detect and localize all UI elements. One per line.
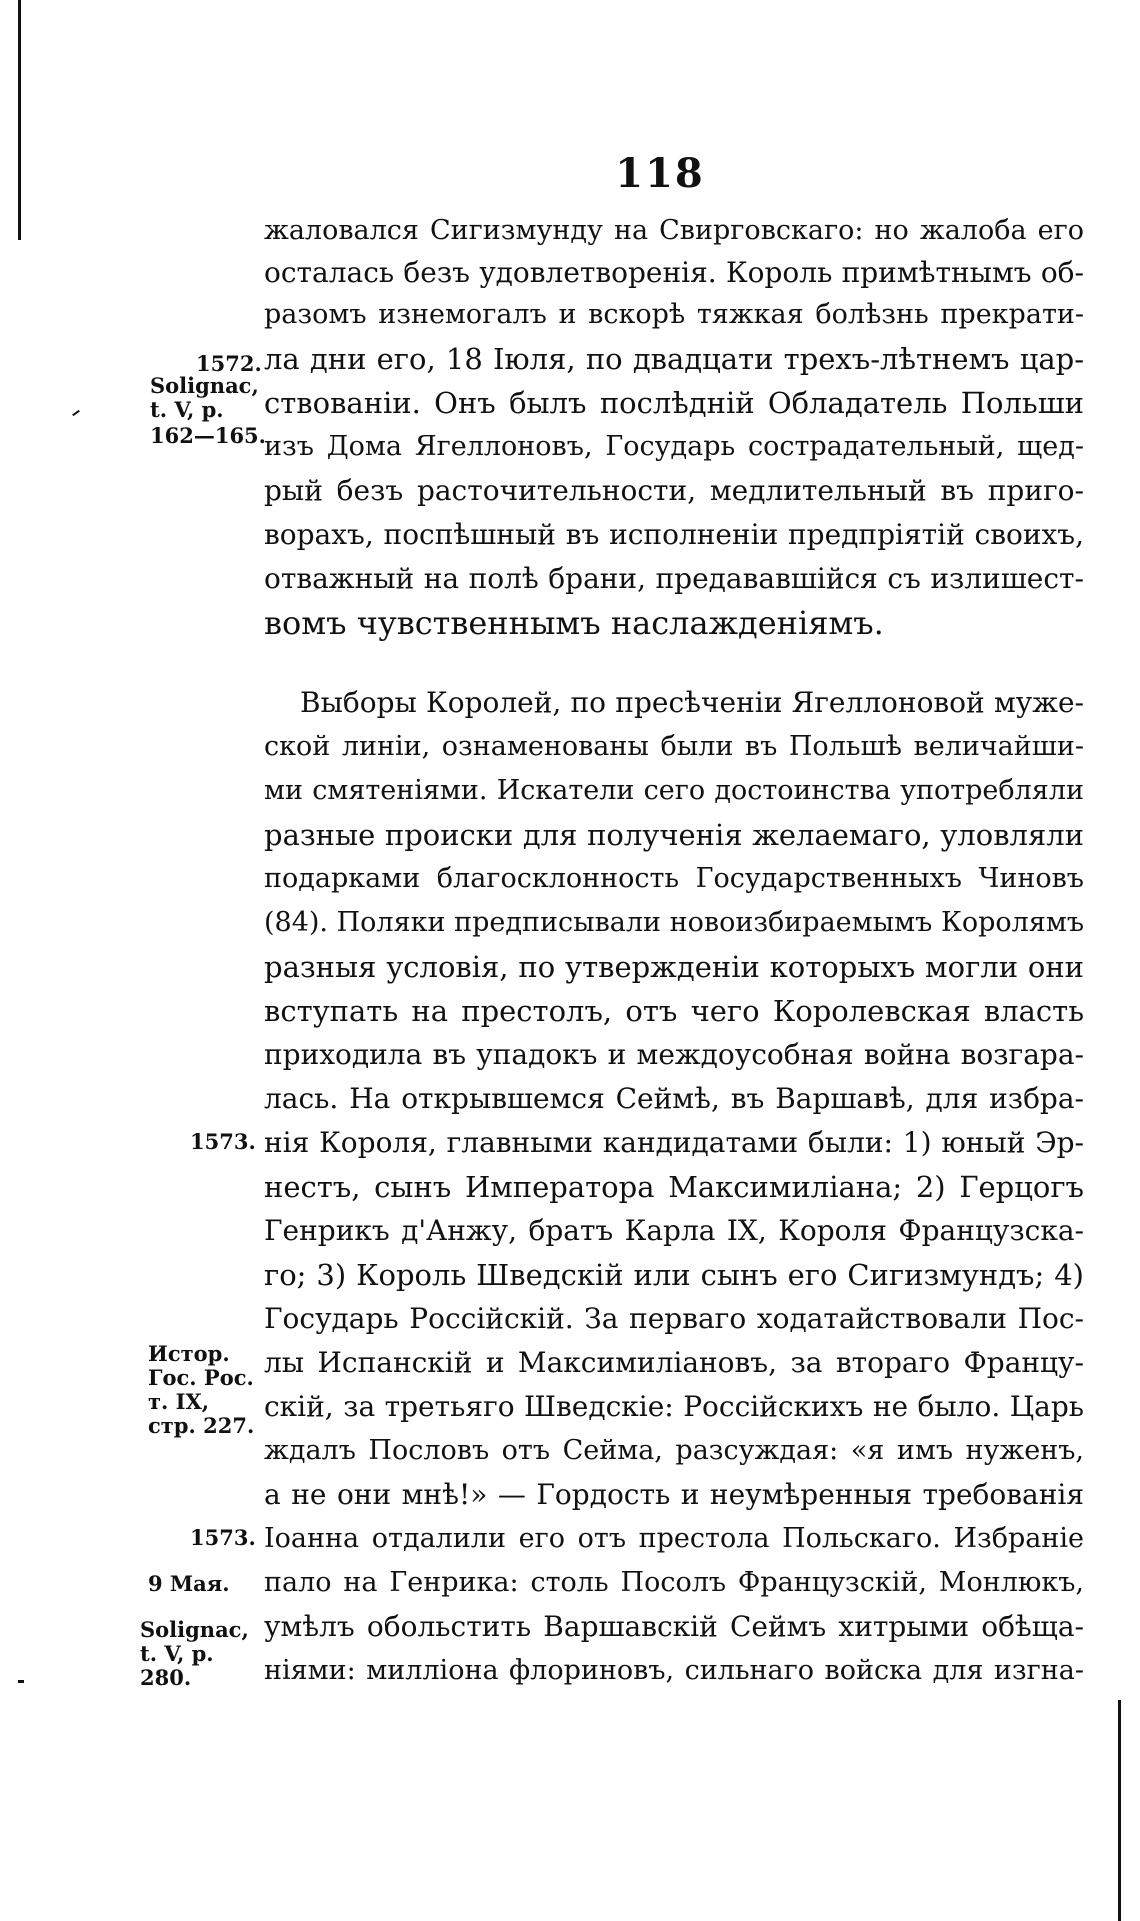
margin-note-line: t. V, p. [150,397,224,422]
margin-note-line: 280. [140,1665,192,1690]
text-line: ла дни его, 18 Іюля, по двадцати трехъ-лѣтнемъ цар- [264,342,1084,376]
text-line: Государь Россійскій. За перваго ходатайствовали Пос- [264,1302,1084,1335]
text-line: (84). Поляки предписывали новоизбираемымъ Королямъ [264,907,1084,938]
text-line: разныя условія, по утвержденіи которыхъ могли они [264,950,1084,984]
margin-note-line: Гос. Рос. [148,1365,254,1390]
margin-note-line: 9 Мая. [148,1571,230,1596]
text-line: отважный на полѣ брани, предававшійся съ излишест- [264,562,1084,595]
text-line: изъ Дома Ягеллоновъ, Государь сострадательный, щед- [264,431,1084,462]
margin-note-line: Истор. [148,1341,230,1366]
text-line: ніями: милліона флориновъ, сильнаго войска для изгна- [264,1655,1084,1686]
text-line: ждалъ Пословъ отъ Сейма, разсуждая: «я имъ нуженъ, [264,1435,1084,1466]
page-edge-mark [1118,1700,1121,1921]
text-line: Генрикъ д'Анжу, братъ Карла IX, Короля Французска- [264,1214,1084,1247]
text-line: а не они мнѣ!» — Гордость и неумѣренныя требованія [264,1478,1084,1511]
margin-note-line: 1573. [190,1525,256,1550]
text-line: осталась безъ удовлетворенія. Король примѣтнымъ об- [264,256,1084,289]
text-line: пало на Генрика: столь Посолъ Французскій, Монлюкъ, [264,1567,1084,1598]
text-line: подарками благосклонность Государственныхъ Чиновъ [264,863,1084,894]
text-line: умѣлъ обольстить Варшавскій Сеймъ хитрыми обѣща- [264,1610,1084,1643]
margin-note-line: т. IX, [148,1389,210,1414]
scan-speck [18,1680,24,1683]
text-line: вступать на престолъ, отъ чего Королевская власть [264,994,1084,1028]
text-line: ми смятеніями. Искатели сего достоинства употребляли [264,775,1084,806]
text-line: ствованіи. Онъ былъ послѣдній Обладатель Польши [264,386,1084,420]
margin-note-line: Solignac, [150,373,259,398]
text-line: жаловался Сигизмунду на Свирговскаго: но жалоба его [264,215,1084,246]
margin-note-line: t. V, p. [140,1641,214,1666]
text-line: скій, за третьяго Шведскіе: Россійскихъ не было. Царь [264,1390,1084,1423]
text-line: приходила въ упадокъ и междоусобная война возгара- [264,1038,1084,1071]
text-line: лась. На открывшемся Сеймѣ, въ Варшавѣ, для избра- [264,1082,1084,1115]
margin-note-line: 1572. [196,351,262,376]
margin-note-line: Solignac, [140,1617,249,1642]
text-line: лы Испанскій и Максимиліановъ, за втораго Францу- [264,1346,1084,1379]
text-line: рый безъ расточительности, медлительный въ приго- [264,474,1084,507]
scan-speck [72,410,80,416]
text-line: го; 3) Король Шведскій или сынъ его Сигизмундъ; 4) [264,1258,1084,1292]
text-line: Іоанна отдалили его отъ престола Польскаго. Избраніе [264,1523,1084,1554]
text-line: нестъ, сынъ Императора Максимиліана; 2) Герцогъ [264,1170,1084,1204]
page-edge-mark [18,0,21,240]
text-line: ской линіи, ознаменованы были въ Польшѣ величайши- [264,731,1084,762]
page-number: 118 [615,150,705,197]
text-line: нія Короля, главными кандидатами были: 1) юный Эр- [264,1126,1084,1159]
margin-note-line: 162—165. [150,423,266,448]
text-line: разные происки для полученія желаемаго, уловляли [264,818,1084,852]
text-line: Выборы Королей, по пресѣченіи Ягеллоновой муже- [300,686,1084,719]
text-line: ворахъ, поспѣшный въ исполненіи предпріятій своихъ, [264,518,1084,551]
margin-note-line: 1573. [190,1129,256,1154]
margin-note-line: стр. 227. [148,1413,255,1438]
text-line: разомъ изнемогалъ и вскорѣ тяжкая болѣзнь прекрати- [264,299,1084,330]
text-line: вомъ чувственнымъ наслажденіямъ. [264,604,884,642]
